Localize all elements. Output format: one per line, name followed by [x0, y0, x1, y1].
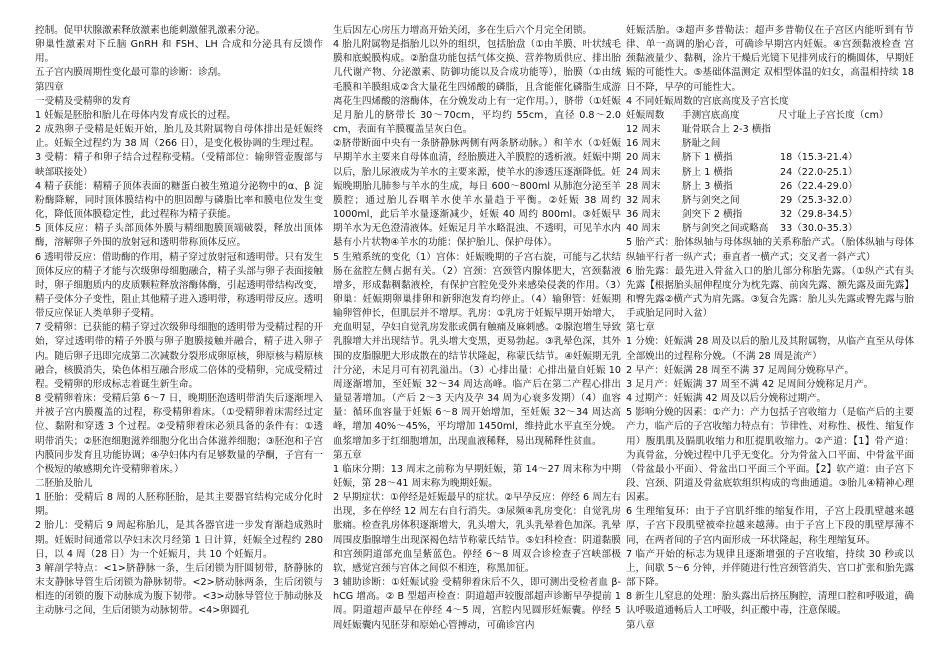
table-caption: 4 不同妊娠周数的宫底高度及子宫长度 [626, 95, 789, 107]
paragraph: 2 早产：妊娠满 28 周至不满 37 足周间分娩称早产。 [626, 364, 855, 376]
paragraph: 5 影响分娩的因素：①产力：产力包括子宫收缩力（是临产后的主要产力，临产后的子宫收缩力特点有：节律性、对称性、极性、缩复作用）腹肌肌及膈肌收缩力和肛提肌收缩力。②产道：【1】骨产道：为真骨盆，分娩过程中几乎无变化。分为骨盆入口平面、中骨盆平面（骨盆最小平面）、骨盆出口平面三个平面。【2】软产道：由子宫下段、宫颈、阴道及骨盆底软组织构成的弯曲通道。③胎儿④精神心理因素。 [626, 407, 914, 504]
table-cell: 36 周末 [626, 209, 661, 221]
table-cell: 剑突下 2 横指 [682, 209, 743, 221]
paragraph: 生后因左心房压力增高开始关闭，多在生后六个月完全闭锁。 [333, 25, 593, 36]
table-row [626, 222, 914, 236]
table-cell: 24 周末 [626, 166, 661, 178]
table-cell: 24（22.0-25.1） [780, 166, 858, 178]
paragraph: 1 妊娠是胚胎和胎儿在母体内发育成长的过程。 [35, 109, 237, 121]
chapter-heading: 第五章 [333, 449, 362, 461]
paragraph: 8 新生儿窒息的处理：胎头露出后挤压胸腔，清理口腔和呼吸道，确认呼吸道通畅后人工呼吸，纠正酸中毒，注意保暖。 [626, 591, 914, 617]
table-cell: 40 周末 [626, 223, 661, 235]
paragraph: 4 过期产：妊娠满 42 周及以后分娩称过期产。 [626, 393, 827, 405]
paragraph: 2 早期症状：①停经是妊娠最早的症状。②早孕反应：停经 6 周左右出现，多在停经 12 周左右自行消失。③尿频④乳房变化：自觉乳房胀痛。检查乳房体积逐渐增大，乳头增大，乳头乳晕着色加深。乳晕周围皮脂腺增生出现深褐色结节称蒙氏结节。⑤妇科检查：阴道黏膜和宫颈阴道部充血呈紫蓝色。停经 6～8 周双合诊检查子宫峡部极软，感觉宫颈与宫体之间似不相连，称黑加征。 [333, 492, 621, 574]
table-row [626, 123, 914, 137]
section-heading: 一受精及受精卵的发育 [35, 95, 131, 107]
paragraph: ②脐带断面中央有一条脐静脉两侧有两条脐动脉。）和羊水（①妊娠早期羊水主要来自母体血清，经胎膜进入羊膜腔的透析液。妊娠中期以后，胎儿尿液成为羊水的主要来源，使羊水的渗透压逐渐降低。妊娠晚期胎儿肺参与羊水的生成，每日 600～800ml 从肺泡分泌至羊膜腔；通过胎儿吞咽羊水使羊水量趋于平衡。②妊娠 38 周约 1000ml，此后羊水量逐渐减少，妊娠 40 周约 800ml。③妊娠早期羊水为无色澄清液体。妊娠足月羊水略混浊、不透明，可见羊水内悬有小片状物④羊水的功能：保护胎儿、保护母体）。 [333, 138, 621, 249]
paragraph: 控制。促甲状腺激素释放激素也能刺激催乳激素分泌。 [35, 25, 266, 36]
fundus-height-table [626, 109, 914, 236]
table-cell: 33（30.0-35.3） [780, 223, 858, 235]
table-row [626, 194, 914, 208]
paragraph: 6 胎先露：最先进入骨盆入口的胎儿部分称胎先露。（①纵产式有头先露【根据胎头屈伸程度分为枕先露、前囟先露、额先露及面先露】和臀先露②横产式为肩先露。③复合先露：胎儿头先露或臀先露与胎手或胎足同时入盆） [626, 265, 914, 320]
table-cell: 脐下 1 横指 [682, 152, 733, 164]
chapter-heading: 第七章 [626, 322, 655, 334]
paragraph: 4 胎儿附属物是指胎儿以外的组织，包括胎盘（①由羊膜、叶状绒毛膜和底蜕膜构成。②胎盘功能包括气体交换、营养物质供应、排出胎儿代谢产物、分泌激素、防御功能以及合成功能等），胎膜（①由绒毛膜和羊膜组成②含大量花生四烯酸的磷脂，且含能催化磷脂生成游离花生四烯酸的溶酶体，在分娩发动上有一定作用。），脐带（①妊娠足月胎儿的脐带长 30～70cm，平均约 55cm，直径 0.8～2.0 cm，表面有羊膜覆盖呈灰白色。 [333, 39, 621, 136]
table-cell: 脐耻之间 [682, 138, 721, 150]
paragraph: 3 足月产：妊娠满 37 周至不满 42 足周间分娩称足月产。 [626, 378, 874, 390]
table-row [626, 180, 914, 194]
paragraph: 3 辅助诊断：①妊娠试验 受精卵着床后不久，即可测出受检者血 β-hCG 增高。② B 型超声检查：阴道超声较腹部超声诊断早孕提前 1 周。阴道超声最早在停经 4～5 周，宫腔内见圆形妊娠囊。停经 5 周妊娠囊内见胚芽和原始心管搏动，可确诊宫内 [333, 577, 621, 631]
paragraph: 4 精子获能：精精子顶体表面的糖蛋白被生殖道分泌物中的α、β 淀粉酶降解，同时顶体膜结构中的胆固醇与磷脂比率和膜电位发生变化，降低顶体膜稳定性，此过程称为精子获能。 [35, 180, 323, 221]
table-cell: 12 周末 [626, 124, 661, 136]
paragraph: 3 受精：精子和卵子结合过程称受精。（受精部位：输卵管壶腹部与峡部联接处） [35, 152, 323, 178]
table-cell: 20 周末 [626, 152, 661, 164]
table-cell: 18（15.3-21.4） [780, 152, 858, 164]
column-middle [333, 24, 621, 633]
paragraph: 五子宫内膜周期性变化最可靠的诊断：诊刮。 [35, 67, 227, 79]
table-row [626, 208, 914, 222]
table-header-cell: 手测宫底高度 [682, 109, 740, 121]
table-cell: 耻骨联合上 2-3 横指 [682, 124, 771, 136]
chapter-heading: 第八章 [626, 619, 655, 631]
paragraph: 6 透明带反应：借助酶的作用，精子穿过放射冠和透明带。只有发生顶体反应的精子才能与次级卵母细胞融合，精子头部与卵子表面接触时，卵子细胞质内的皮质颗粒释放溶酶体酶，引起透明带结构改变，精子受体分子变性，阻止其他精子进入透明带，称透明带反应。透明带反应保证人类单卵子受精。 [35, 251, 323, 320]
table-cell: 32（29.8-34.5） [780, 209, 858, 221]
paragraph: 妊娠活胎。③超声多普勒法：超声多普勒仪在子宫区内能听到有节律、单一高调的胎心音，可确诊早期宫内妊娠。④宫颈黏液检查 宫颈黏液量少、黏稠，涂片干燥后光镜下见排列成行的椭圆体，早期妊娠的可能性大。⑤基础体温测定 双相型体温的妇女，高温相持续 18 日不降，早孕的可能性大。 [626, 25, 914, 93]
paragraph: 6 生理缩复环：由于子宫肌纤维的缩复作用，子宫上段肌壁越来越厚，子宫下段肌壁被牵拉越来越薄。由于子宫上下段的肌壁厚薄不同，在两者间的子宫内面形成一环状隆起，称生理缩复环。 [626, 506, 914, 546]
paragraph: 8 受精卵着床：受精后第 6～7 日，晚期胚泡透明带消失后逐渐埋入并被子宫内膜覆盖的过程，称受精卵着床。（①受精卵着床需经过定位、黏附和穿透 3 个过程。②受精卵着床必须具备的条件有：①透明带消失；②胚泡细胞滋养细胞分化出合体滋养细胞；③胚泡和子宫内膜同步发育且功能协调；④孕妇体内有足够数量的孕酮，子宫有一个极短的敏感期允许受精卵着床。） [35, 393, 323, 475]
paragraph: 3 解剖学特点：<1>脐静脉一条，生后闭锁为肝圆韧带，脐静脉的末支静脉导管生后闭锁为静脉韧带。<2>脐动脉两条，生后闭锁与相连的闭锁的腹下动脉成为腹下韧带。<3>动脉导管位于肺动脉及主动脉弓之间，生后闭锁为动脉韧带。<4>卵圆孔 [35, 562, 323, 617]
table-header-cell: 妊娠周数 [626, 109, 665, 121]
table-cell: 脐与剑突之间 [682, 194, 740, 206]
table-cell: 脐与剑突之间或略高 [682, 223, 769, 235]
table-header-row [626, 109, 914, 123]
paragraph: 2 成熟卵子受精是妊娠开始，胎儿及其附属物自母体排出是妊娠终止。妊娠全过程约为 38 周（266 日），是变化极协调的生理过程。 [35, 124, 323, 150]
table-cell: 脐上 1 横指 [682, 166, 733, 178]
table-cell: 26（22.4-29.0） [780, 180, 858, 192]
table-cell: 29（25.3-32.0） [780, 194, 858, 206]
paragraph: 1 临床分期：13 周末之前称为早期妊娠，第 14～27 周末称为中期妊娠，第 28～41 周末称为晚期妊娠。 [333, 463, 621, 489]
paragraph: 1 分娩：妊娠满 28 周及以后的胎儿及其附属物，从临产直至从母体全部娩出的过程称分娩。（不满 28 周是流产） [626, 336, 914, 362]
table-cell: 32 周末 [626, 194, 661, 206]
table-row [626, 166, 914, 180]
paragraph: 5 顶体反应：精子头部顶体外膜与精细胞膜顶端破裂，释放出顶体酶，溶解卵子外围的放射冠和透明带称顶体反应。 [35, 223, 323, 249]
table-cell: 16 周末 [626, 138, 661, 150]
paragraph: 5 胎产式：胎体纵轴与母体纵轴的关系称胎产式。（胎体纵轴与母体纵轴平行者一纵产式；垂直者一横产式；交叉者一斜产式） [626, 237, 914, 263]
table-row [626, 151, 914, 165]
paragraph: 2 胎儿：受精后 9 周起称胎儿，是其各器官进一步发育渐趋成熟时期。妊娠时间通常以孕妇末次月经第 1 日计算，妊娠全过程约 280 日，以 4 周（28 日）为一个妊娠月，共 10 个妊娠月。 [35, 520, 323, 560]
table-cell: 28 周末 [626, 180, 661, 192]
column-right [626, 24, 914, 633]
column-left [35, 24, 323, 619]
section-heading: 二胚胎及胎儿 [35, 478, 93, 489]
chapter-heading: 第四章 [35, 81, 64, 93]
paragraph: 1 胚胎：受精后 8 周的人胚称胚胎，是其主要器官结构完成分化时期。 [35, 492, 323, 518]
paragraph: 5 生殖系统的变化（1）宫体：妊娠晚期的子宫右旋，可能与乙状结肠在盆腔左侧占据有关。（2）宫颈：宫颈管内腺体肥大，宫颈黏液增多，形成黏稠黏液栓，有保护宫腔免受外来感染侵袭的作用。（3）卵巢：妊娠期卵巢排卵和新卵泡发育均停止。（4）输卵管：妊娠期输卵管伸长，但肌层并不增厚。乳房：①乳房于妊娠早期开始增大，充血明显，孕妇自觉乳房发胀或偶有触痛及麻刺感。②腺泡增生导致乳腺增大并出现结节。乳头增大变黑，更易勃起。③乳晕色深，其外围的皮脂腺肥大形成散在的结节状隆起，称蒙氏结节。④妊娠期无乳汁分泌，未足月可有初乳溢出。（3）心排出量：心排出量自妊娠 10 周逐渐增加，至妊娠 32～34 周达高峰。临产后在第二产程心排出量显著增加。（产后 2～3 天内及孕 34 周为心衰多发期）（4）血容量：循环血容量于妊娠 6～8 周开始增加，至妊娠 32～34 周达高峰，增加 40%～45%，平均增加 1450ml，维持此水平直至分娩。血浆增加多于红细胞增加，出现血液稀释，易出现稀释性贫血。 [333, 251, 621, 447]
table-header-cell: 尺寸耻上子宫长度（cm） [778, 109, 889, 121]
paragraph: 7 受精卵：已获能的精子穿过次级卵母细胞的透明带为受精过程的开始，穿过透明带的精子外膜与卵子胞膜接触并融合，精子进入卵子内。随后卵子迅即完成第二次减数分裂形成卵原核，卵原核与精原核融合，核膜消失，染色体相互融合形成二倍体的受精卵，完成受精过程。受精卵的形成标志着诞生新生命。 [35, 322, 323, 390]
paragraph: 卵巢性激素对下丘脑 GnRH 和 FSH、LH 合成和分泌具有反馈作用。 [35, 39, 323, 65]
table-row [626, 137, 914, 151]
paragraph: 7 临产开始的标志为规律且逐渐增强的子宫收缩，持续 30 秒或以上，间歇 5～6 分钟，并伴随进行性宫颈管消失、宫口扩张和胎先露部下降。 [626, 548, 914, 589]
table-cell: 脐上 3 横指 [682, 180, 733, 192]
